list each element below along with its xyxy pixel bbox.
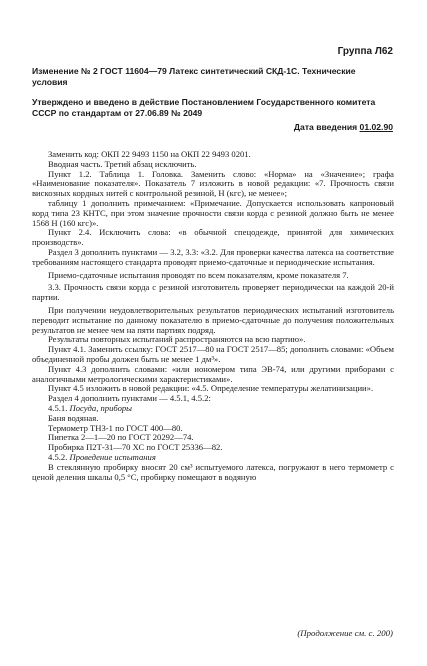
paragraph: Приемо-сдаточные испытания проводят по всем показателям, кроме показателя 7.: [48, 269, 349, 280]
paragraph: Пункт 4.1. Заменить ссылку: ГОСТ 2517—80 на ГОСТ 2517—85; дополнить словами: «Объем объединенной пробы должен быть не менее 1 дм³».: [32, 344, 394, 364]
paragraph: Пункт 2.4. Исключить слова: «в обычной спецодежде, принятой для химических производств».: [32, 227, 394, 248]
paragraph: Баня водяная.: [48, 412, 99, 423]
paragraph: 3.3. Прочность связи корда с резиной изготовитель проверяет периодически на каждой 20-й партии.: [32, 282, 394, 303]
subsection-number: 4.5.2.: [48, 451, 68, 462]
paragraph: Термометр ТНЗ-1 по ГОСТ 400—80.: [48, 422, 183, 433]
continuation-note: (Продолжение см. с. 200): [297, 628, 393, 638]
paragraph: В стеклянную пробирку вносят 20 см³ испытуемого латекса, погружают в него термометр с ценой деления шкалы 0,5 °С, пробирку помещают в водяную: [32, 461, 394, 482]
paragraph: Вводная часть. Третий абзац исключить.: [48, 158, 197, 169]
paragraph: Раздел 4 дополнить пунктами — 4.5.1, 4.5.2:: [48, 393, 211, 404]
subsection-title: Посуда, приборы: [69, 402, 133, 413]
paragraph: таблицу 1 дополнить примечанием: «Примечание. Допускается использовать капроновый корд типа 23 КНТС, при этом значение прочности связи корда с резиной должно быть не менее 1568 Н (160 кгс)».: [32, 197, 394, 228]
paragraph: Пипетка 2—1—20 по ГОСТ 20292—74.: [48, 432, 194, 443]
paragraph: Пробирка П2Т-31—70 ХС по ГОСТ 25336—82.: [48, 442, 223, 453]
paragraph: Пункт 4.3 дополнить словами: «или иономером типа ЭВ-74, или другими приборами с аналогичными метрологическими характеристиками».: [32, 363, 394, 384]
paragraph: Пункт 1.2. Таблица 1. Головка. Заменить слово: «Норма» на «Значение»; графа «Наименование показателя». Показатель 7 изложить в новой редакции: «7. Прочность связи вискозных кордных нитей с контрольной резиной, Н (кгс), не менее»;: [32, 168, 394, 199]
document-body: [32, 150, 394, 482]
paragraph: Пункт 4.5 изложить в новой редакции: «4.5. Определение температуры желатинизации».: [48, 383, 374, 394]
group-label: Группа Л62: [337, 46, 393, 57]
paragraph: Заменить код: ОКП 22 9493 1150 на ОКП 22 9493 0201.: [48, 149, 251, 159]
approval-note: Утверждено и введено в действие Постановлением Государственного комитета СССР по стандартам от 27.06.89 № 2049: [32, 97, 376, 118]
paragraph: При получении неудовлетворительных результатов периодических испытаний изготовитель переводит испытание по данному показателю в приемо-сдаточные до получения положительных результатов не менее чем на пяти партиях подряд.: [32, 304, 394, 335]
paragraph: Результаты повторных испытаний распространяются на всю партию».: [48, 334, 306, 345]
paragraph: Раздел 3 дополнить пунктами — 3.2, 3.3: «3.2. Для проверки качества латекса на соответствие требованиям настоящего стандарта проводят приемо-сдаточные и периодические испытания.: [32, 246, 394, 267]
effective-date: [294, 122, 393, 132]
subsection-number: 4.5.1.: [48, 402, 68, 413]
change-title: Изменение № 2 ГОСТ 11604—79 Латекс синтетический СКД-1С. Технические условия: [32, 66, 356, 87]
effective-date-value: 01.02.90: [359, 122, 393, 132]
subsection-title: Проведение испытания: [69, 451, 156, 462]
effective-date-label: Дата введения: [293, 122, 358, 132]
